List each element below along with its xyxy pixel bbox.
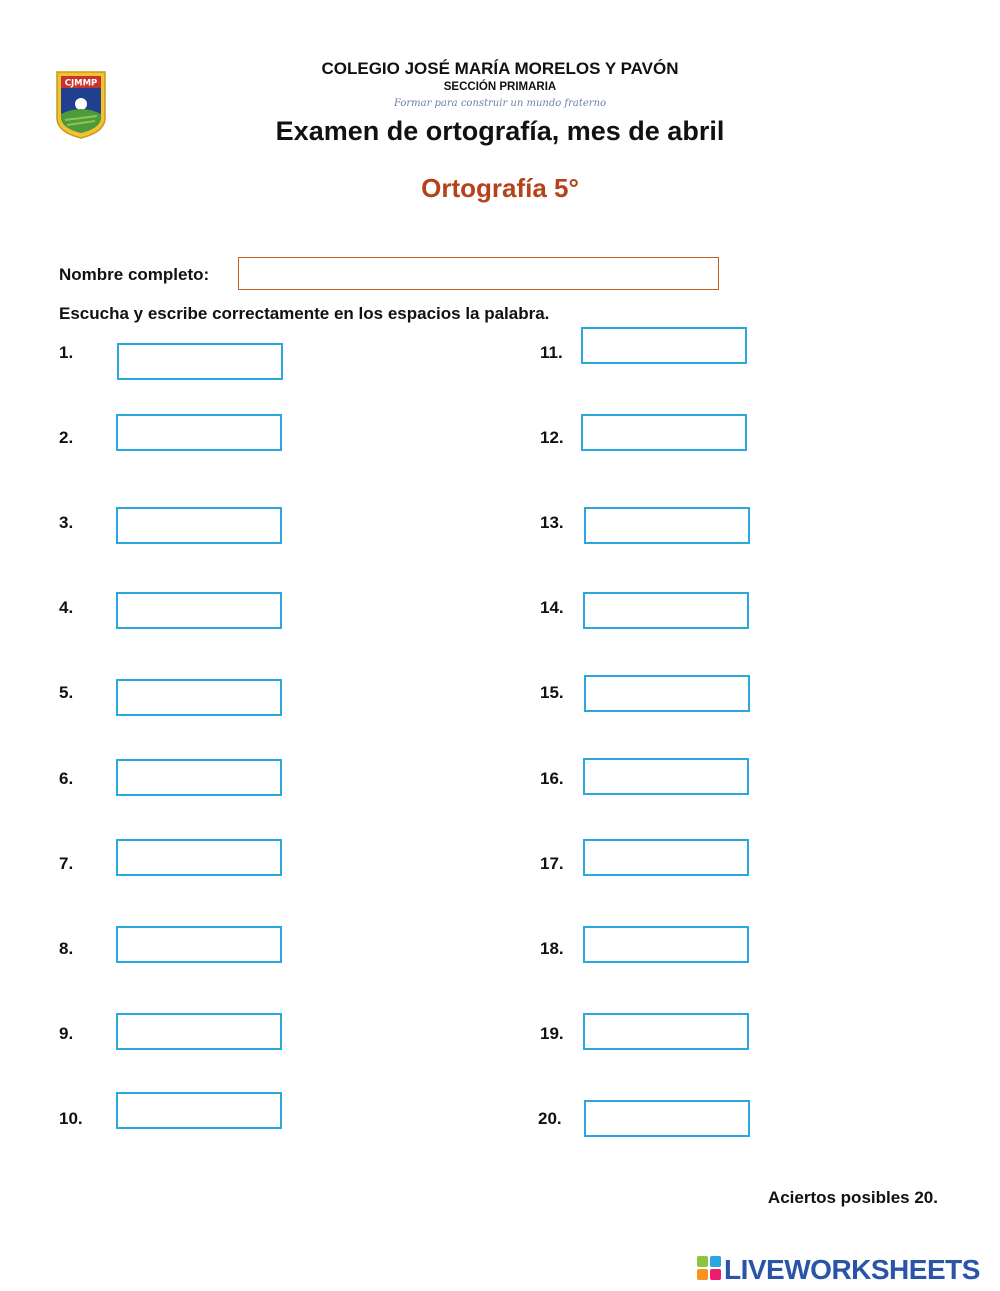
answer-number: 9. [59,1024,74,1043]
answer-input-17[interactable] [583,839,749,876]
answer-input-11[interactable] [581,327,747,364]
school-motto: Formar para construir un mundo fraterno [393,98,607,109]
answer-input-4[interactable] [116,592,282,629]
full-name-input[interactable] [238,257,719,290]
answer-input-20[interactable] [584,1100,750,1137]
exam-subtitle: Ortografía 5° [421,173,579,203]
answer-input-7[interactable] [116,839,282,876]
answer-input-19[interactable] [583,1013,749,1050]
answer-number: 20. [538,1109,562,1128]
answer-input-6[interactable] [116,759,282,796]
answer-input-5[interactable] [116,679,282,716]
exam-title: Examen de ortografía, mes de abril [275,116,725,146]
answer-number: 4. [59,598,74,617]
liveworksheets-label: LIVEWORKSHEETS [724,1254,980,1285]
name-label: Nombre completo: [59,265,210,284]
answer-number: 10. [59,1109,83,1128]
answer-number: 19. [540,1024,564,1043]
answer-number: 16. [540,769,564,788]
answer-number: 13. [540,513,564,532]
answer-number: 17. [540,854,564,873]
answer-number: 5. [59,683,74,702]
answer-number: 2. [59,428,74,447]
answer-number: 3. [59,513,74,532]
liveworksheets-brand[interactable] [697,1255,980,1285]
liveworksheets-icon [697,1256,721,1285]
answer-input-10[interactable] [116,1092,282,1129]
school-name: COLEGIO JOSÉ MARÍA MORELOS Y PAVÓN [321,59,679,78]
answer-input-9[interactable] [116,1013,282,1050]
logo-text: CJMMP [64,78,98,89]
answer-number: 1. [59,343,74,362]
answer-number: 8. [59,939,74,958]
answer-input-14[interactable] [583,592,749,629]
answer-input-2[interactable] [116,414,282,451]
answer-number: 11. [540,343,563,362]
answer-input-1[interactable] [117,343,283,380]
answer-input-18[interactable] [583,926,749,963]
answer-input-13[interactable] [584,507,750,544]
answer-number: 14. [540,598,564,617]
answer-number: 15. [540,683,564,702]
answer-number: 7. [59,854,74,873]
answer-input-8[interactable] [116,926,282,963]
answer-number: 18. [540,939,564,958]
answer-number: 12. [540,428,564,447]
answer-input-16[interactable] [583,758,749,795]
answer-number: 6. [59,769,74,788]
answer-input-3[interactable] [116,507,282,544]
instructions: Escucha y escribe correctamente en los espacios la palabra. [59,304,550,323]
score-note: Aciertos posibles 20. [767,1188,938,1207]
school-section: SECCIÓN PRIMARIA [443,81,557,93]
answer-input-15[interactable] [584,675,750,712]
answer-input-12[interactable] [581,414,747,451]
